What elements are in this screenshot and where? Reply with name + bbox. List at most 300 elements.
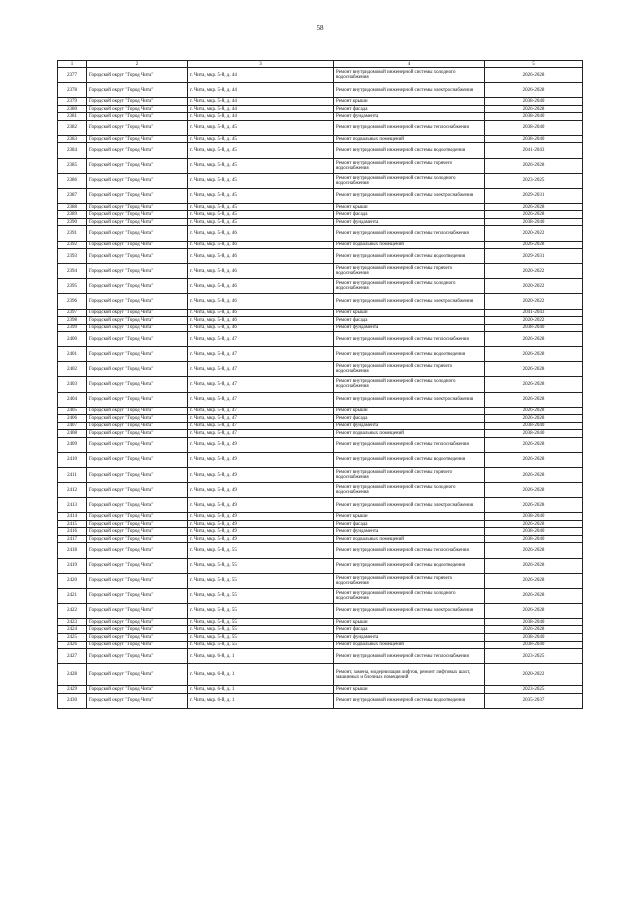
table-row [58,324,583,332]
table-row [58,498,583,513]
address-cell: г. Чита, мкр. 5-й, д. 55 [188,558,334,573]
table-row [58,203,583,211]
municipality-cell: Городской округ "Город Чита" [87,143,188,158]
table-row [58,173,583,188]
municipality-cell: Городской округ "Город Чита" [87,188,188,203]
address-cell: г. Чита, мкр. 5-й, д. 49 [188,437,334,452]
table-row [58,618,583,626]
address-cell: г. Чита, мкр. 5-й, д. 47 [188,430,334,438]
work-type-cell: Ремонт внутридомовой инженерной системы горячего водоснабжения [334,362,485,377]
municipality-cell: Городской округ "Город Чита" [87,483,188,498]
term-cell: 2038-2040 [485,324,583,332]
address-cell: г. Чита, мкр. 5-й, д. 46 [188,279,334,294]
row-number-cell: 2392 [58,241,87,249]
work-type-cell: Ремонт внутридомовой инженерной системы водоотведения [334,249,485,264]
term-cell: 2041-2043 [485,143,583,158]
work-type-cell: Ремонт фундамента [334,634,485,642]
term-cell: 2038-2040 [485,528,583,536]
table-row [58,226,583,241]
work-type-cell: Ремонт внутридомовой инженерной системы теплоснабжения [334,120,485,135]
table-row [58,543,583,558]
municipality-cell: Городской округ "Город Чита" [87,211,188,219]
row-number-cell: 2382 [58,120,87,135]
term-cell: 2020-2022 [485,279,583,294]
table-row [58,415,583,423]
term-cell: 2026-2028 [485,573,583,588]
table-row [58,483,583,498]
work-type-cell: Ремонт внутридомовой инженерной системы водоотведения [334,693,485,708]
row-number-cell: 2384 [58,143,87,158]
municipality-cell: Городской округ "Город Чита" [87,626,188,634]
row-number-cell: 2428 [58,664,87,686]
work-type-cell: Ремонт внутридомовой инженерной системы теплоснабжения [334,649,485,664]
table-row [58,558,583,573]
table-row [58,513,583,521]
term-cell: 2026-2028 [485,377,583,392]
municipality-cell: Городской округ "Город Чита" [87,309,188,317]
column-header: 3 [188,61,334,68]
address-cell: г. Чита, мкр. 5-й, д. 45 [188,120,334,135]
work-type-cell: Ремонт подвальных помещений [334,430,485,438]
work-type-cell: Ремонт фасада [334,626,485,634]
table-row [58,105,583,113]
address-cell: г. Чита, мкр. 6-й, д. 1 [188,664,334,686]
page-number: 58 [316,24,324,32]
municipality-cell: Городской округ "Город Чита" [87,317,188,325]
address-cell: г. Чита, мкр. 5-й, д. 46 [188,309,334,317]
address-cell: г. Чита, мкр. 5-й, д. 55 [188,641,334,649]
term-cell: 2038-2040 [485,422,583,430]
address-cell: г. Чита, мкр. 5-й, д. 46 [188,317,334,325]
term-cell: 2038-2040 [485,98,583,106]
row-number-cell: 2385 [58,158,87,173]
table-row [58,83,583,98]
work-type-cell: Ремонт внутридомовой инженерной системы горячего водоснабжения [334,467,485,482]
term-cell: 2023-2025 [485,173,583,188]
address-cell: г. Чита, мкр. 5-й, д. 44 [188,83,334,98]
address-cell: г. Чита, мкр. 5-й, д. 45 [188,203,334,211]
table-body [58,68,583,709]
address-cell: г. Чита, мкр. 5-й, д. 49 [188,483,334,498]
address-cell: г. Чита, мкр. 5-й, д. 47 [188,377,334,392]
row-number-cell: 2409 [58,437,87,452]
table-row [58,634,583,642]
work-type-cell: Ремонт фасада [334,105,485,113]
term-cell: 2026-2028 [485,203,583,211]
work-type-cell: Ремонт внутридомовой инженерной системы электроснабжения [334,392,485,407]
municipality-cell: Городской округ "Город Чита" [87,218,188,226]
work-type-cell: Ремонт внутридомовой инженерной системы электроснабжения [334,498,485,513]
address-cell: г. Чита, мкр. 5-й, д. 44 [188,98,334,106]
table-row [58,392,583,407]
table-row [58,430,583,438]
municipality-cell: Городской округ "Город Чита" [87,686,188,694]
work-type-cell: Ремонт внутридомовой инженерной системы теплоснабжения [334,226,485,241]
term-cell: 2026-2028 [485,588,583,603]
work-type-cell: Ремонт крыши [334,686,485,694]
table-row [58,693,583,708]
work-type-cell: Ремонт крыши [334,309,485,317]
address-cell: г. Чита, мкр. 5-й, д. 55 [188,626,334,634]
work-type-cell: Ремонт крыши [334,618,485,626]
row-number-cell: 2408 [58,430,87,438]
work-type-cell: Ремонт, замена, модернизация лифтов, ремонт лифтовых шахт, машинных и блочных помещений [334,664,485,686]
table-row [58,407,583,415]
term-cell: 2038-2040 [485,135,583,143]
address-cell: г. Чита, мкр. 5-й, д. 45 [188,143,334,158]
row-number-cell: 2393 [58,249,87,264]
address-cell: г. Чита, мкр. 5-й, д. 55 [188,634,334,642]
work-type-cell: Ремонт подвальных помещений [334,641,485,649]
municipality-cell: Городской округ "Город Чита" [87,264,188,279]
term-cell: 2038-2040 [485,513,583,521]
address-cell: г. Чита, мкр. 5-й, д. 49 [188,535,334,543]
work-type-cell: Ремонт внутридомовой инженерной системы холодного водоснабжения [334,588,485,603]
table-row [58,211,583,219]
address-cell: г. Чита, мкр. 5-й, д. 46 [188,226,334,241]
row-number-cell: 2427 [58,649,87,664]
term-cell: 2038-2040 [485,113,583,121]
municipality-cell: Городской округ "Город Чита" [87,422,188,430]
table-row [58,68,583,83]
municipality-cell: Городской округ "Город Чита" [87,543,188,558]
municipality-cell: Городской округ "Город Чита" [87,120,188,135]
address-cell: г. Чита, мкр. 5-й, д. 49 [188,498,334,513]
term-cell: 2026-2028 [485,415,583,423]
municipality-cell: Городской округ "Город Чита" [87,158,188,173]
table-row [58,452,583,467]
work-type-cell: Ремонт фундамента [334,324,485,332]
address-cell: г. Чита, мкр. 5-й, д. 46 [188,294,334,309]
row-number-cell: 2394 [58,264,87,279]
municipality-cell: Городской округ "Город Чита" [87,634,188,642]
table-row [58,135,583,143]
work-type-cell: Ремонт фундамента [334,422,485,430]
term-cell: 2038-2040 [485,618,583,626]
municipality-cell: Городской округ "Город Чита" [87,392,188,407]
address-cell: г. Чита, мкр. 5-й, д. 47 [188,362,334,377]
work-type-cell: Ремонт крыши [334,203,485,211]
address-cell: г. Чита, мкр. 5-й, д. 44 [188,113,334,121]
term-cell: 2020-2022 [485,317,583,325]
term-cell: 2026-2028 [485,105,583,113]
work-type-cell: Ремонт внутридомовой инженерной системы водоотведения [334,558,485,573]
row-number-cell: 2386 [58,173,87,188]
row-number-cell: 2391 [58,226,87,241]
table-row [58,437,583,452]
table-row [58,120,583,135]
row-number-cell: 2396 [58,294,87,309]
term-cell: 2038-2040 [485,430,583,438]
work-type-cell: Ремонт подвальных помещений [334,535,485,543]
row-number-cell: 2419 [58,558,87,573]
row-number-cell: 2415 [58,520,87,528]
table-row [58,467,583,482]
term-cell: 2026-2028 [485,241,583,249]
term-cell: 2026-2028 [485,437,583,452]
table-row [58,98,583,106]
municipality-cell: Городской округ "Город Чита" [87,105,188,113]
row-number-cell: 2378 [58,83,87,98]
row-number-cell: 2423 [58,618,87,626]
term-cell: 2020-2022 [485,226,583,241]
address-cell: г. Чита, мкр. 5-й, д. 55 [188,543,334,558]
term-cell: 2029-2031 [485,249,583,264]
row-number-cell: 2422 [58,603,87,618]
term-cell: 2026-2028 [485,407,583,415]
row-number-cell: 2411 [58,467,87,482]
address-cell: г. Чита, мкр. 5-й, д. 55 [188,603,334,618]
term-cell: 2038-2040 [485,120,583,135]
address-cell: г. Чита, мкр. 5-й, д. 45 [188,158,334,173]
term-cell: 2026-2028 [485,211,583,219]
work-type-cell: Ремонт фундамента [334,113,485,121]
row-number-cell: 2421 [58,588,87,603]
work-type-cell: Ремонт внутридомовой инженерной системы горячего водоснабжения [334,264,485,279]
municipality-cell: Городской округ "Город Чита" [87,173,188,188]
table-row [58,143,583,158]
term-cell: 2020-2022 [485,264,583,279]
address-cell: г. Чита, мкр. 5-й, д. 49 [188,528,334,536]
row-number-cell: 2430 [58,693,87,708]
municipality-cell: Городской округ "Город Чита" [87,558,188,573]
table-row [58,626,583,634]
work-type-cell: Ремонт внутридомовой инженерной системы холодного водоснабжения [334,279,485,294]
table-row [58,535,583,543]
address-cell: г. Чита, мкр. 5-й, д. 47 [188,347,334,362]
work-type-cell: Ремонт внутридомовой инженерной системы теплоснабжения [334,543,485,558]
municipality-cell: Городской округ "Город Чита" [87,407,188,415]
work-type-cell: Ремонт фасада [334,520,485,528]
municipality-cell: Городской округ "Город Чита" [87,649,188,664]
address-cell: г. Чита, мкр. 5-й, д. 55 [188,618,334,626]
municipality-cell: Городской округ "Город Чита" [87,693,188,708]
row-number-cell: 2410 [58,452,87,467]
work-type-cell: Ремонт внутридомовой инженерной системы горячего водоснабжения [334,158,485,173]
row-number-cell: 2377 [58,68,87,83]
term-cell: 2023-2025 [485,649,583,664]
row-number-cell: 2387 [58,188,87,203]
table-row [58,158,583,173]
term-cell: 2026-2028 [485,158,583,173]
table-row [58,520,583,528]
table-row [58,218,583,226]
address-cell: г. Чита, мкр. 6-й, д. 1 [188,686,334,694]
term-cell: 2035-2037 [485,693,583,708]
table-row [58,113,583,121]
municipality-cell: Городской округ "Город Чита" [87,83,188,98]
municipality-cell: Городской округ "Город Чита" [87,528,188,536]
term-cell: 2026-2028 [485,392,583,407]
municipality-cell: Городской округ "Город Чита" [87,513,188,521]
address-cell: г. Чита, мкр. 5-й, д. 46 [188,241,334,249]
table-row [58,279,583,294]
address-cell: г. Чита, мкр. 5-й, д. 49 [188,513,334,521]
address-cell: г. Чита, мкр. 5-й, д. 49 [188,520,334,528]
work-type-cell: Ремонт фундамента [334,218,485,226]
row-number-cell: 2425 [58,634,87,642]
municipality-cell: Городской округ "Город Чита" [87,618,188,626]
municipality-cell: Городской округ "Город Чита" [87,135,188,143]
row-number-cell: 2398 [58,317,87,325]
column-header: 4 [334,61,485,68]
address-cell: г. Чита, мкр. 6-й, д. 1 [188,649,334,664]
row-number-cell: 2401 [58,347,87,362]
row-number-cell: 2389 [58,211,87,219]
work-type-cell: Ремонт внутридомовой инженерной системы холодного водоснабжения [334,68,485,83]
table-row [58,264,583,279]
work-type-cell: Ремонт внутридомовой инженерной системы теплоснабжения [334,332,485,347]
address-cell: г. Чита, мкр. 5-й, д. 45 [188,173,334,188]
work-type-cell: Ремонт внутридомовой инженерной системы горячего водоснабжения [334,573,485,588]
work-type-cell: Ремонт внутридомовой инженерной системы водоотведения [334,452,485,467]
municipality-cell: Городской округ "Город Чита" [87,588,188,603]
term-cell: 2038-2040 [485,634,583,642]
work-type-cell: Ремонт внутридомовой инженерной системы электроснабжения [334,294,485,309]
table-row [58,641,583,649]
municipality-cell: Городской округ "Город Чита" [87,324,188,332]
municipality-cell: Городской округ "Город Чита" [87,415,188,423]
term-cell: 2038-2040 [485,218,583,226]
work-type-cell: Ремонт внутридомовой инженерной системы водоотведения [334,347,485,362]
table-row [58,362,583,377]
municipality-cell: Городской округ "Город Чита" [87,664,188,686]
work-type-cell: Ремонт крыши [334,407,485,415]
municipality-cell: Городской округ "Город Чита" [87,498,188,513]
address-cell: г. Чита, мкр. 5-й, д. 47 [188,415,334,423]
row-number-cell: 2426 [58,641,87,649]
row-number-cell: 2405 [58,407,87,415]
term-cell: 2020-2022 [485,664,583,686]
address-cell: г. Чита, мкр. 5-й, д. 46 [188,249,334,264]
address-cell: г. Чита, мкр. 5-й, д. 46 [188,324,334,332]
table-row [58,241,583,249]
term-cell: 2026-2028 [485,467,583,482]
work-type-cell: Ремонт внутридомовой инженерной системы электроснабжения [334,188,485,203]
term-cell: 2026-2028 [485,626,583,634]
row-number-cell: 2424 [58,626,87,634]
work-type-cell: Ремонт фасада [334,211,485,219]
term-cell: 2038-2040 [485,535,583,543]
municipality-cell: Городской округ "Город Чита" [87,203,188,211]
work-type-cell: Ремонт фасада [334,415,485,423]
row-number-cell: 2383 [58,135,87,143]
row-number-cell: 2399 [58,324,87,332]
table-row [58,664,583,686]
municipality-cell: Городской округ "Город Чита" [87,347,188,362]
table-row [58,294,583,309]
column-header: 1 [58,61,87,68]
table-row [58,332,583,347]
address-cell: г. Чита, мкр. 5-й, д. 45 [188,188,334,203]
table-row [58,649,583,664]
work-type-cell: Ремонт внутридомовой инженерной системы холодного водоснабжения [334,483,485,498]
column-header: 5 [485,61,583,68]
municipality-cell: Городской округ "Город Чита" [87,294,188,309]
row-number-cell: 2388 [58,203,87,211]
municipality-cell: Городской округ "Город Чита" [87,279,188,294]
work-type-cell: Ремонт подвальных помещений [334,135,485,143]
municipality-cell: Городской округ "Город Чита" [87,68,188,83]
row-number-cell: 2390 [58,218,87,226]
municipality-cell: Городской округ "Город Чита" [87,226,188,241]
term-cell: 2026-2028 [485,347,583,362]
row-number-cell: 2417 [58,535,87,543]
term-cell: 2026-2028 [485,558,583,573]
table-row [58,188,583,203]
municipality-cell: Городской округ "Город Чита" [87,113,188,121]
address-cell: г. Чита, мкр. 5-й, д. 47 [188,392,334,407]
municipality-cell: Городской округ "Город Чита" [87,437,188,452]
column-header: 2 [87,61,188,68]
table-row [58,377,583,392]
work-type-cell: Ремонт фасада [334,317,485,325]
row-number-cell: 2397 [58,309,87,317]
municipality-cell: Городской округ "Город Чита" [87,377,188,392]
address-cell: г. Чита, мкр. 5-й, д. 49 [188,467,334,482]
term-cell: 2026-2028 [485,483,583,498]
municipality-cell: Городской округ "Город Чита" [87,241,188,249]
address-cell: г. Чита, мкр. 5-й, д. 44 [188,68,334,83]
table-row [58,249,583,264]
address-cell: г. Чита, мкр. 5-й, д. 45 [188,135,334,143]
row-number-cell: 2414 [58,513,87,521]
row-number-cell: 2380 [58,105,87,113]
term-cell: 2026-2028 [485,603,583,618]
address-cell: г. Чита, мкр. 5-й, д. 55 [188,588,334,603]
row-number-cell: 2406 [58,415,87,423]
municipality-cell: Городской округ "Город Чита" [87,430,188,438]
row-number-cell: 2416 [58,528,87,536]
work-type-cell: Ремонт внутридомовой инженерной системы холодного водоснабжения [334,377,485,392]
table-row [58,573,583,588]
address-cell: г. Чита, мкр. 5-й, д. 47 [188,332,334,347]
work-type-cell: Ремонт внутридомовой инженерной системы холодного водоснабжения [334,173,485,188]
row-number-cell: 2413 [58,498,87,513]
term-cell: 2023-2025 [485,686,583,694]
municipality-cell: Городской округ "Город Чита" [87,332,188,347]
work-type-cell: Ремонт внутридомовой инженерной системы электроснабжения [334,603,485,618]
row-number-cell: 2412 [58,483,87,498]
row-number-cell: 2403 [58,377,87,392]
municipality-cell: Городской округ "Город Чита" [87,467,188,482]
term-cell: 2026-2028 [485,362,583,377]
work-type-cell: Ремонт подвальных помещений [334,241,485,249]
row-number-cell: 2429 [58,686,87,694]
row-number-cell: 2404 [58,392,87,407]
term-cell: 2038-2040 [485,641,583,649]
term-cell: 2029-2031 [485,188,583,203]
municipality-cell: Городской округ "Город Чита" [87,535,188,543]
row-number-cell: 2418 [58,543,87,558]
work-type-cell: Ремонт внутридомовой инженерной системы теплоснабжения [334,437,485,452]
term-cell: 2026-2028 [485,543,583,558]
table-row [58,603,583,618]
table-row [58,309,583,317]
repair-schedule-table [57,60,583,709]
work-type-cell: Ремонт внутридомовой инженерной системы водоотведения [334,143,485,158]
table-row [58,422,583,430]
address-cell: г. Чита, мкр. 5-й, д. 46 [188,264,334,279]
address-cell: г. Чита, мкр. 5-й, д. 49 [188,452,334,467]
municipality-cell: Городской округ "Город Чита" [87,249,188,264]
address-cell: г. Чита, мкр. 5-й, д. 55 [188,573,334,588]
row-number-cell: 2402 [58,362,87,377]
table-row [58,317,583,325]
table-header-row [58,61,583,68]
table-row [58,528,583,536]
address-cell: г. Чита, мкр. 5-й, д. 47 [188,407,334,415]
